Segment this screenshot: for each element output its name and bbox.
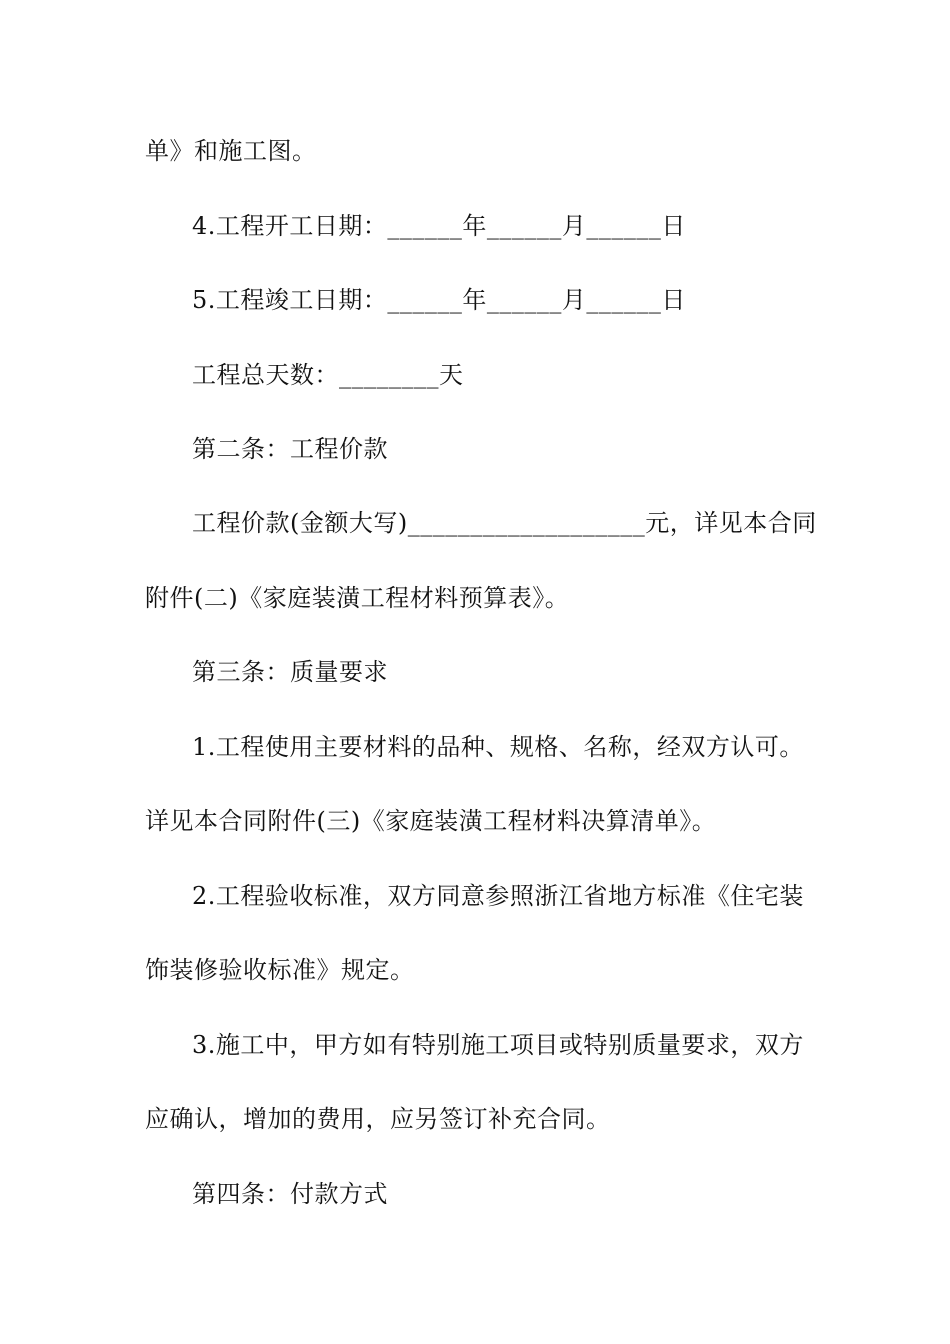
section-heading: 第四条：付款方式: [192, 1180, 388, 1208]
text-line: 附件(二)《家庭装潢工程材料预算表》。: [145, 584, 570, 612]
price-line: 工程价款(金额大写)___________________元，详见本合同: [192, 509, 817, 537]
section-heading: 第二条：工程价款: [192, 435, 388, 463]
quality-item-3: 3.施工中，甲方如有特别施工项目或特别质量要求，双方: [192, 1031, 804, 1059]
text-line: 单》和施工图。: [145, 137, 317, 165]
text-line: 详见本合同附件(三)《家庭装潢工程材料决算清单》。: [145, 807, 717, 835]
text-line: 应确认，增加的费用，应另签订补充合同。: [145, 1105, 611, 1133]
section-heading: 第三条：质量要求: [192, 658, 388, 686]
text-line: 饰装修验收标准》规定。: [145, 956, 415, 984]
quality-item-1: 1.工程使用主要材料的品种、规格、名称，经双方认可。: [192, 733, 804, 761]
start-date-line: 4.工程开工日期：______年______月______日: [192, 212, 686, 240]
quality-item-2: 2.工程验收标准，双方同意参照浙江省地方标准《住宅装: [192, 882, 804, 910]
total-days-line: 工程总天数：________天: [192, 361, 464, 389]
completion-date-line: 5.工程竣工日期：______年______月______日: [192, 286, 686, 314]
